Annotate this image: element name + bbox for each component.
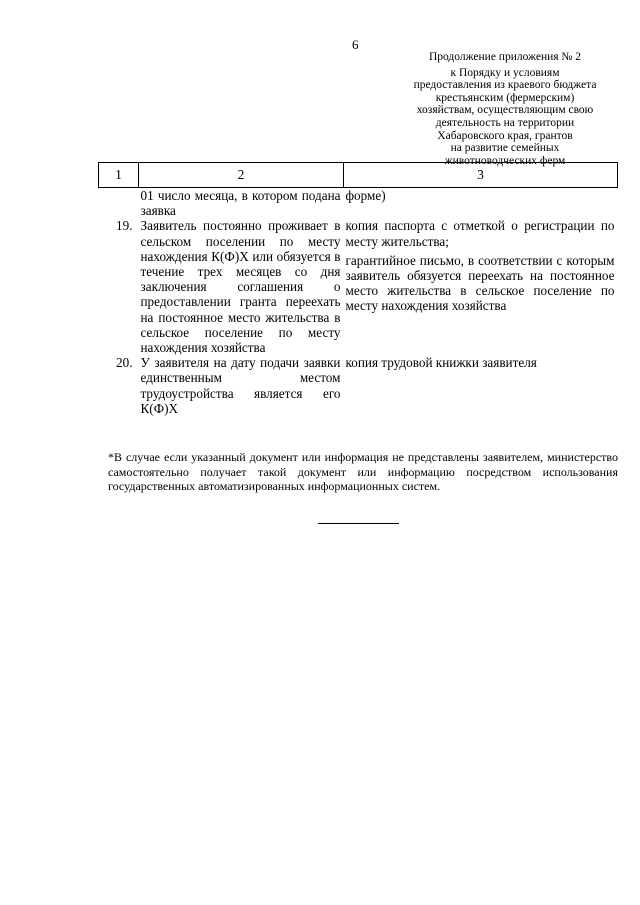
heading-line: на развитие семейных — [450, 142, 560, 155]
row-documents — [344, 218, 618, 355]
heading-line: крестьянским (фермерским) — [435, 91, 575, 104]
row-condition: 01 число месяца, в котором подана заявка — [140, 188, 341, 219]
table-row-continued — [99, 188, 618, 219]
row-documents — [344, 355, 618, 416]
column-header-1: 1 — [99, 163, 139, 188]
row-documents: форме) — [345, 188, 386, 203]
heading-line: Продолжение приложения № 2 — [428, 51, 582, 63]
document-item: гарантийное письмо, в соответствии с которым заявитель обязуется переехать на постоянное место жительства в сельское поселение по месту нахождения хозяйства — [345, 252, 615, 314]
table-row — [99, 218, 618, 355]
table-header-row — [99, 163, 618, 188]
row-number: 20. — [116, 355, 133, 371]
heading-line: Хабаровского края, грантов — [437, 129, 573, 142]
row-condition: У заявителя на дату подачи заявки единственным местом трудоустройства является его К(Ф)Х — [140, 355, 341, 416]
heading-line: деятельность на территории — [435, 116, 575, 129]
row-number — [99, 188, 139, 219]
table-row — [99, 355, 618, 416]
footnote: *В случае если указанный документ или информация не представлены заявителем, министерство самостоятельно получает такой документ или информацию посредством использования государственных автоматизированных информационных систем. — [108, 450, 618, 494]
row-number: 19. — [116, 218, 133, 234]
heading-line: животноводческих ферм — [444, 154, 566, 167]
column-header-3: 3 — [344, 163, 618, 188]
page-number: 6 — [352, 37, 359, 52]
heading-line: предоставления из краевого бюджета — [413, 79, 597, 92]
column-header-2: 2 — [139, 163, 344, 188]
heading-line: к Порядку и условиям — [450, 66, 560, 79]
heading-line: хозяйствам, осуществляющим свою — [416, 104, 594, 117]
row-condition: Заявитель постоянно проживает в сельском поселении по месту нахождения К(Ф)Х или обязуется в течение трех месяцев со дня заключения соглашения о предоставлении гранта переехать на постоянное место жительства в сельское поселение по месту нахождения хозяйства — [140, 218, 341, 356]
appendix-heading — [392, 51, 618, 167]
closing-rule — [318, 523, 399, 524]
document-item: копия паспорта с отметкой о регистрации по месту жительства; — [345, 218, 615, 249]
requirements-table — [98, 162, 618, 416]
document-item: копия трудовой книжки заявителя — [345, 355, 537, 371]
